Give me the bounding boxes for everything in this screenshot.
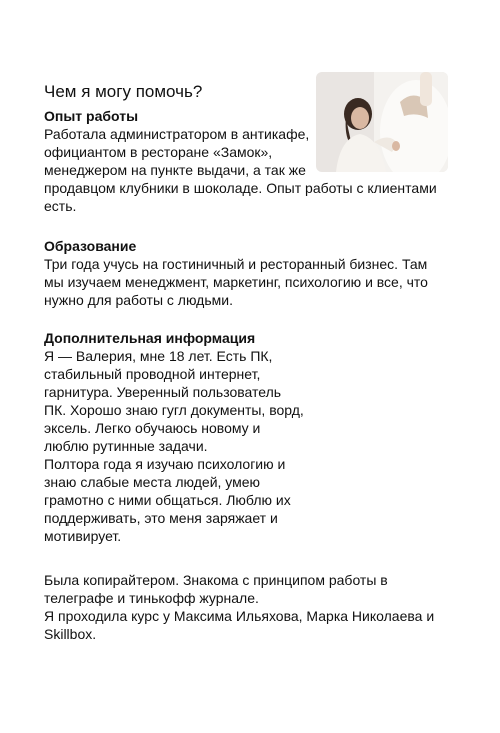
text-line: Была копирайтером. Знакома с принципом работы в [44, 572, 388, 588]
text-line: знаю слабые места людей, умею [44, 474, 261, 490]
text-line: менеджером на пункте выдачи, а так же [44, 162, 306, 178]
section-heading: Дополнительная информация [44, 330, 256, 346]
extra-notes-section [44, 571, 464, 643]
text-line: гарнитура. Уверенный пользователь [44, 384, 282, 400]
text-line: продавцом клубники в шоколаде. Опыт работы с клиентами [44, 180, 437, 196]
text-line: Skillbox. [44, 626, 97, 642]
text-line: нужно для работы с людьми. [44, 292, 233, 308]
text-line: эксель. Легко обучаюсь новому и [44, 420, 261, 436]
text-line: стабильный проводной интернет, [44, 366, 261, 382]
page-title: Чем я могу помочь? [44, 82, 203, 101]
text-line: есть. [44, 198, 77, 214]
work-experience-section [44, 107, 464, 215]
text-line: грамотно с ними общаться. Люблю их [44, 492, 291, 508]
education-section [44, 237, 464, 309]
text-line: мы изучаем менеджмент, маркетинг, психологию и все, что [44, 274, 428, 290]
text-line: мотивирует. [44, 528, 122, 544]
text-line: поддерживать, это меня заряжает и [44, 510, 278, 526]
text-line: Три года учусь на гостиничный и ресторанный бизнес. Там [44, 256, 428, 272]
text-line: официантом в ресторане «Замок», [44, 144, 273, 160]
text-line: Я — Валерия, мне 18 лет. Есть ПК, [44, 348, 273, 364]
text-line: Работала администратором в антикафе, [44, 126, 310, 142]
text-line: люблю рутинные задачи. [44, 438, 208, 454]
text-line: Я проходила курс у Максима Ильяхова, Марка Николаева и [44, 608, 435, 624]
additional-info-section [44, 329, 464, 545]
text-line: телеграфе и тинькофф журнале. [44, 590, 259, 606]
text-line: ПК. Хорошо знаю гугл документы, ворд, [44, 402, 304, 418]
section-heading: Опыт работы [44, 108, 139, 124]
text-line: Полтора года я изучаю психологию и [44, 456, 286, 472]
section-heading: Образование [44, 238, 137, 254]
